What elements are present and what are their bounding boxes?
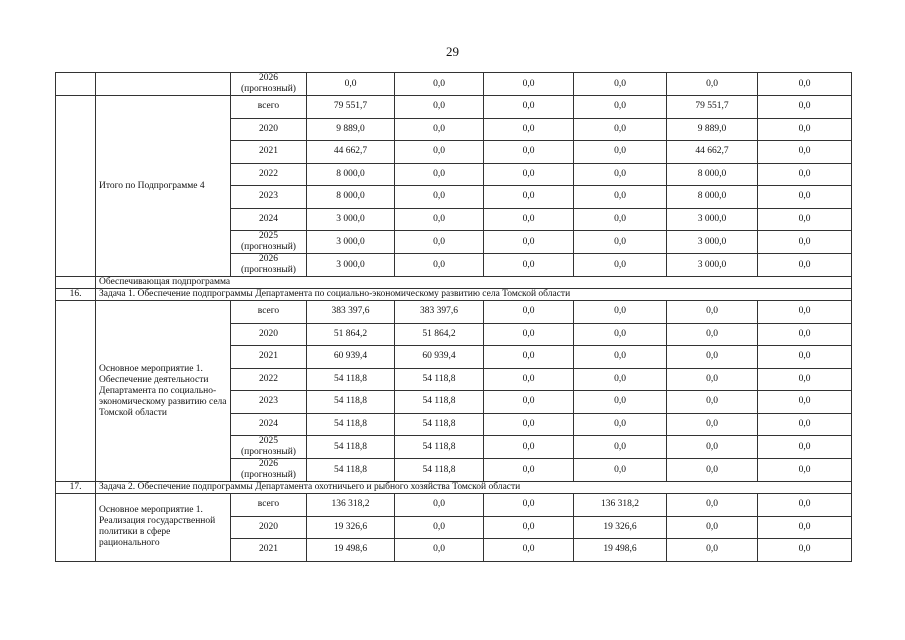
value-cell: 54 118,8 — [307, 436, 395, 459]
value-cell: 0,0 — [667, 391, 758, 414]
section-title: Задача 2. Обеспечение подпрограммы Департамента охотничьего и рыбного хозяйства Томской области — [96, 482, 852, 494]
value-cell: 8 000,0 — [307, 186, 395, 209]
value-cell: 54 118,8 — [307, 413, 395, 436]
year-cell: 2026 (прогнозный) — [231, 73, 307, 96]
value-cell: 383 397,6 — [395, 301, 484, 324]
value-cell: 0,0 — [484, 516, 574, 539]
value-cell: 19 498,6 — [307, 539, 395, 562]
value-cell: 0,0 — [395, 494, 484, 517]
row-number — [56, 73, 96, 96]
value-cell: 0,0 — [667, 436, 758, 459]
value-cell: 0,0 — [484, 436, 574, 459]
section-row — [56, 482, 852, 494]
year-cell: 2024 — [231, 208, 307, 231]
value-cell: 0,0 — [484, 346, 574, 369]
year-cell: 2020 — [231, 516, 307, 539]
value-cell: 0,0 — [574, 73, 667, 96]
value-cell: 136 318,2 — [574, 494, 667, 517]
value-cell: 0,0 — [484, 141, 574, 164]
value-cell: 0,0 — [395, 163, 484, 186]
year-cell: 2023 — [231, 186, 307, 209]
year-cell: 2025 (прогнозный) — [231, 436, 307, 459]
row-number: 16. — [56, 289, 96, 301]
value-cell: 0,0 — [484, 368, 574, 391]
value-cell: 60 939,4 — [395, 346, 484, 369]
value-cell: 0,0 — [574, 391, 667, 414]
value-cell: 0,0 — [758, 73, 852, 96]
value-cell: 0,0 — [484, 118, 574, 141]
section-title: Обеспечивающая подпрограмма — [96, 277, 852, 289]
value-cell: 0,0 — [667, 413, 758, 436]
value-cell: 9 889,0 — [307, 118, 395, 141]
value-cell: 0,0 — [574, 141, 667, 164]
value-cell: 0,0 — [758, 494, 852, 517]
value-cell: 0,0 — [758, 208, 852, 231]
value-cell: 0,0 — [758, 346, 852, 369]
value-cell: 0,0 — [484, 73, 574, 96]
value-cell: 0,0 — [307, 73, 395, 96]
value-cell: 19 498,6 — [574, 539, 667, 562]
year-cell: всего — [231, 96, 307, 119]
year-cell: 2020 — [231, 118, 307, 141]
value-cell: 0,0 — [574, 346, 667, 369]
year-cell: 2026 (прогнозный) — [231, 459, 307, 482]
value-cell: 0,0 — [758, 163, 852, 186]
value-cell: 0,0 — [758, 368, 852, 391]
value-cell: 54 118,8 — [395, 436, 484, 459]
value-cell: 51 864,2 — [395, 323, 484, 346]
value-cell: 0,0 — [758, 323, 852, 346]
value-cell: 0,0 — [667, 459, 758, 482]
page-number: 29 — [446, 44, 459, 59]
activity-name: Итого по Подпрограмме 4 — [96, 96, 231, 277]
value-cell: 0,0 — [484, 391, 574, 414]
value-cell: 0,0 — [395, 73, 484, 96]
value-cell: 0,0 — [667, 539, 758, 562]
value-cell: 0,0 — [484, 413, 574, 436]
value-cell: 0,0 — [667, 301, 758, 324]
row-number — [56, 96, 96, 277]
value-cell: 8 000,0 — [307, 163, 395, 186]
value-cell: 0,0 — [574, 163, 667, 186]
value-cell: 0,0 — [395, 539, 484, 562]
value-cell: 0,0 — [758, 391, 852, 414]
value-cell: 0,0 — [758, 459, 852, 482]
value-cell: 3 000,0 — [307, 231, 395, 254]
year-cell: 2026 (прогнозный) — [231, 254, 307, 277]
value-cell: 0,0 — [395, 118, 484, 141]
value-cell: 0,0 — [758, 539, 852, 562]
activity-name — [96, 73, 231, 96]
value-cell: 79 551,7 — [307, 96, 395, 119]
value-cell: 54 118,8 — [307, 459, 395, 482]
year-cell: 2024 — [231, 413, 307, 436]
value-cell: 0,0 — [395, 96, 484, 119]
value-cell: 0,0 — [667, 323, 758, 346]
year-cell: 2025 (прогнозный) — [231, 231, 307, 254]
year-cell: всего — [231, 301, 307, 324]
value-cell: 3 000,0 — [307, 254, 395, 277]
year-cell: 2023 — [231, 391, 307, 414]
year-cell: 2021 — [231, 141, 307, 164]
value-cell: 0,0 — [574, 368, 667, 391]
value-cell: 0,0 — [758, 118, 852, 141]
year-cell: всего — [231, 494, 307, 517]
value-cell: 0,0 — [574, 186, 667, 209]
value-cell: 0,0 — [484, 186, 574, 209]
value-cell: 0,0 — [758, 413, 852, 436]
value-cell: 0,0 — [484, 231, 574, 254]
value-cell: 0,0 — [574, 118, 667, 141]
value-cell: 9 889,0 — [667, 118, 758, 141]
year-cell: 2021 — [231, 346, 307, 369]
value-cell: 0,0 — [667, 346, 758, 369]
value-cell: 0,0 — [395, 208, 484, 231]
value-cell: 0,0 — [574, 301, 667, 324]
section-row — [56, 289, 852, 301]
year-cell: 2022 — [231, 163, 307, 186]
value-cell: 0,0 — [395, 141, 484, 164]
value-cell: 8 000,0 — [667, 163, 758, 186]
value-cell: 3 000,0 — [667, 231, 758, 254]
value-cell: 19 326,6 — [574, 516, 667, 539]
row-number: 17. — [56, 482, 96, 494]
value-cell: 3 000,0 — [307, 208, 395, 231]
value-cell: 0,0 — [758, 254, 852, 277]
value-cell: 0,0 — [484, 301, 574, 324]
value-cell: 8 000,0 — [667, 186, 758, 209]
row-number — [56, 494, 96, 562]
value-cell: 44 662,7 — [307, 141, 395, 164]
value-cell: 0,0 — [574, 208, 667, 231]
value-cell: 0,0 — [484, 208, 574, 231]
value-cell: 3 000,0 — [667, 208, 758, 231]
table-row — [56, 96, 852, 119]
value-cell: 0,0 — [484, 323, 574, 346]
value-cell: 54 118,8 — [395, 459, 484, 482]
value-cell: 54 118,8 — [395, 368, 484, 391]
year-cell: 2020 — [231, 323, 307, 346]
value-cell: 54 118,8 — [307, 391, 395, 414]
year-cell: 2022 — [231, 368, 307, 391]
value-cell: 0,0 — [484, 96, 574, 119]
value-cell: 0,0 — [484, 163, 574, 186]
value-cell: 0,0 — [667, 494, 758, 517]
value-cell: 383 397,6 — [307, 301, 395, 324]
value-cell: 54 118,8 — [395, 413, 484, 436]
value-cell: 60 939,4 — [307, 346, 395, 369]
value-cell: 0,0 — [667, 368, 758, 391]
value-cell: 0,0 — [758, 436, 852, 459]
value-cell: 0,0 — [667, 73, 758, 96]
value-cell: 3 000,0 — [667, 254, 758, 277]
value-cell: 0,0 — [574, 254, 667, 277]
value-cell: 0,0 — [484, 459, 574, 482]
value-cell: 0,0 — [667, 516, 758, 539]
value-cell: 19 326,6 — [307, 516, 395, 539]
value-cell: 0,0 — [574, 96, 667, 119]
value-cell: 44 662,7 — [667, 141, 758, 164]
section-title: Задача 1. Обеспечение подпрограммы Департамента по социально-экономическому развитию села Томской области — [96, 289, 852, 301]
table-row — [56, 494, 852, 517]
value-cell: 0,0 — [758, 141, 852, 164]
value-cell: 0,0 — [574, 413, 667, 436]
value-cell: 0,0 — [484, 254, 574, 277]
value-cell: 0,0 — [395, 231, 484, 254]
value-cell: 0,0 — [395, 516, 484, 539]
budget-table — [55, 72, 852, 562]
value-cell: 54 118,8 — [395, 391, 484, 414]
table-row — [56, 301, 852, 324]
value-cell: 0,0 — [758, 96, 852, 119]
value-cell: 0,0 — [758, 186, 852, 209]
year-cell: 2021 — [231, 539, 307, 562]
row-number — [56, 277, 96, 289]
section-row — [56, 277, 852, 289]
value-cell: 0,0 — [395, 186, 484, 209]
value-cell: 0,0 — [484, 539, 574, 562]
value-cell: 51 864,2 — [307, 323, 395, 346]
value-cell: 0,0 — [758, 231, 852, 254]
value-cell: 0,0 — [758, 301, 852, 324]
table-row — [56, 73, 852, 96]
activity-name: Основное мероприятие 1. Реализация государственной политики в сфере рационального — [96, 494, 231, 562]
value-cell: 0,0 — [395, 254, 484, 277]
value-cell: 0,0 — [574, 231, 667, 254]
value-cell: 54 118,8 — [307, 368, 395, 391]
value-cell: 79 551,7 — [667, 96, 758, 119]
value-cell: 136 318,2 — [307, 494, 395, 517]
value-cell: 0,0 — [574, 459, 667, 482]
value-cell: 0,0 — [758, 516, 852, 539]
row-number — [56, 301, 96, 482]
value-cell: 0,0 — [484, 494, 574, 517]
activity-name: Основное мероприятие 1. Обеспечение деятельности Департамента по социально-экономическому развитию села Томской области — [96, 301, 231, 482]
value-cell: 0,0 — [574, 436, 667, 459]
value-cell: 0,0 — [574, 323, 667, 346]
